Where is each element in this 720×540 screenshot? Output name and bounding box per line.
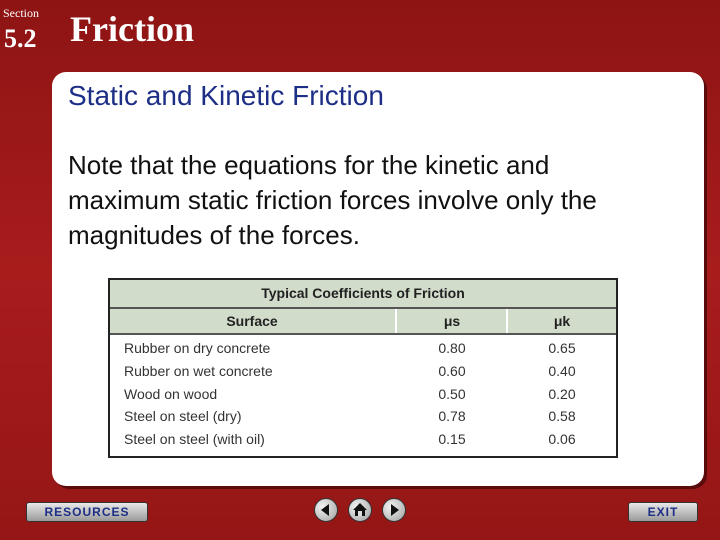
column-header-mu-k: μk xyxy=(553,313,571,329)
table-title: Typical Coefficients of Friction xyxy=(110,280,616,309)
column-header-mu-s: μs xyxy=(443,313,461,329)
table-row xyxy=(110,360,616,382)
previous-button[interactable] xyxy=(314,498,338,522)
cell-mu-k: 0.06 xyxy=(548,431,576,447)
cell-surface: Rubber on dry concrete xyxy=(124,340,271,356)
slide-subtitle: Static and Kinetic Friction xyxy=(68,80,384,111)
cell-mu-s: 0.78 xyxy=(438,408,466,424)
cell-mu-s: 0.15 xyxy=(438,431,466,447)
column-divider xyxy=(395,309,397,333)
cell-surface: Steel on steel (with oil) xyxy=(124,431,265,447)
resources-button[interactable]: RESOURCES xyxy=(26,502,148,522)
section-badge xyxy=(0,0,52,58)
section-number: 5.2 xyxy=(4,24,37,53)
friction-table xyxy=(108,278,618,458)
table-row xyxy=(110,383,616,405)
home-button[interactable] xyxy=(348,498,372,522)
table-row xyxy=(110,405,616,427)
cell-mu-s: 0.50 xyxy=(438,386,466,402)
cell-mu-s: 0.60 xyxy=(438,363,466,379)
exit-button[interactable]: EXIT xyxy=(628,502,698,522)
body-text: Note that the equations for the kinetic and maximum static friction forces involve only the magnitudes of the forces. xyxy=(68,150,597,250)
table-row xyxy=(110,428,616,450)
home-icon xyxy=(349,499,371,521)
table-header-row xyxy=(110,309,616,335)
cell-mu-k: 0.20 xyxy=(548,386,576,402)
section-word: Section xyxy=(3,6,39,20)
cell-surface: Steel on steel (dry) xyxy=(124,408,242,424)
cell-surface: Rubber on wet concrete xyxy=(124,363,273,379)
arrow-left-icon xyxy=(315,499,337,521)
cell-mu-k: 0.40 xyxy=(548,363,576,379)
cell-surface: Wood on wood xyxy=(124,386,218,402)
arrow-right-icon xyxy=(383,499,405,521)
next-button[interactable] xyxy=(382,498,406,522)
cell-mu-s: 0.80 xyxy=(438,340,466,356)
table-row xyxy=(110,337,616,359)
column-header-surface: Surface xyxy=(226,313,278,329)
cell-mu-k: 0.58 xyxy=(548,408,576,424)
cell-mu-k: 0.65 xyxy=(548,340,576,356)
slide-title: Friction xyxy=(70,9,194,49)
